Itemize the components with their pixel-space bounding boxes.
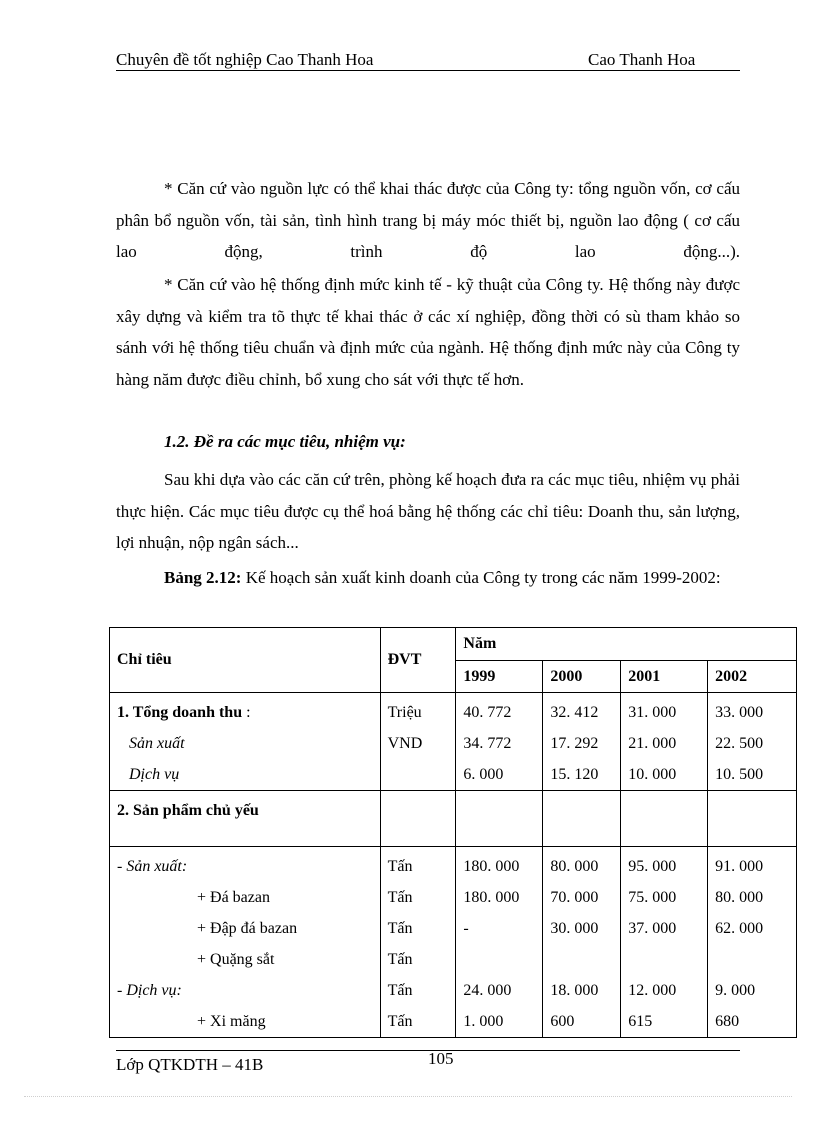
row-label: + Đá bazan: [197, 889, 270, 906]
value: 9. 000: [715, 982, 756, 999]
value-cell: [456, 693, 543, 791]
value: 91. 000: [715, 858, 764, 875]
value-cell: [708, 847, 797, 1038]
group-title: 2. Sản phẩm chủ yếu: [117, 802, 259, 819]
value: 180. 000: [463, 889, 520, 906]
paragraph-norms: * Căn cứ vào hệ thống định mức kinh tế - kỹ thuật của Công ty. Hệ thống này được xây dựng và kiểm tra tõ thực tế khai thác ở các xí nghiệp, đồng thời có sù tham khảo so sánh với hệ thống tiêu chuẩn và định mức của ngành. Hệ thống định mức này của Công ty hàng năm được điều chỉnh, bổ xung cho sát với thực tế hơn.: [116, 275, 740, 389]
value: 680: [715, 1013, 740, 1030]
unit-value: Tấn: [387, 889, 413, 906]
value: 15. 120: [550, 766, 599, 783]
value: [715, 944, 789, 975]
value: 18. 000: [550, 982, 599, 999]
value-cell: [708, 693, 797, 791]
table-caption-label: Bảng 2.12:: [164, 568, 242, 587]
paragraph-objectives: Sau khi dựa vào các căn cứ trên, phòng kế hoạch đưa ra các mục tiêu, nhiệm vụ phải thực hiện. Các mục tiêu được cụ thể hoá bằng hệ thống các chỉ tiêu: Doanh thu, sản lượng, lợi nhuận, nộp ngân sách...: [116, 470, 740, 552]
indicator-cell: [110, 847, 381, 1038]
header-year-group: Năm: [456, 628, 797, 661]
row-label: Sản xuất: [129, 735, 185, 752]
value-cell: [456, 847, 543, 1038]
header-year: 1999: [456, 661, 543, 693]
table-row: [110, 693, 797, 791]
value-cell: [543, 791, 621, 847]
value: 12. 000: [628, 982, 677, 999]
value-cell: [543, 847, 621, 1038]
value: 6. 000: [463, 766, 504, 783]
page-number: 105: [428, 1049, 454, 1068]
row-label: + Quặng sắt: [197, 951, 275, 968]
value: 615: [628, 1013, 653, 1030]
row-label: Dịch vụ: [129, 766, 180, 783]
group-title-suffix: :: [242, 704, 251, 721]
unit-cell: [380, 847, 456, 1038]
value: 600: [550, 1013, 575, 1030]
header-indicator: Chỉ tiêu: [110, 628, 381, 693]
value: 1. 000: [463, 1013, 504, 1030]
value: 10. 000: [628, 766, 677, 783]
row-label: + Đập đá bazan: [197, 920, 298, 937]
header-document-title: Chuyên đề tốt nghiệp Cao Thanh Hoa: [116, 50, 374, 69]
section-title: 1.2. Đề ra các mục tiêu, nhiệm vụ:: [164, 432, 406, 451]
value: 17. 292: [550, 735, 599, 752]
header-unit: ĐVT: [380, 628, 456, 693]
unit-cell: [380, 791, 456, 847]
paragraph-resources-text: * Căn cứ vào nguồn lực có thể khai thác được của Công ty: tổng nguồn vốn, cơ cấu phân bổ nguồn vốn, tài sản, tình hình trang bị máy móc thiết bị, nguồn lao động ( cơ cấu lao động, trình độ lao động...).: [116, 179, 740, 261]
row-label: - Dịch vụ:: [117, 982, 182, 999]
header-year: 2001: [621, 661, 708, 693]
header-year: 2000: [543, 661, 621, 693]
value: 31. 000: [628, 704, 677, 721]
value: [550, 944, 613, 975]
unit-value: VND: [387, 735, 423, 752]
row-label: - Sản xuất:: [117, 858, 188, 875]
header-year: 2002: [708, 661, 797, 693]
group-title: 1. Tổng doanh thu: [117, 704, 243, 721]
unit-value: Triệu: [387, 704, 422, 721]
value: 33. 000: [715, 704, 764, 721]
indicator-cell: [110, 791, 381, 847]
row-label: + Xi măng: [197, 1013, 266, 1030]
value-cell: [543, 693, 621, 791]
table-row: [110, 847, 797, 1038]
value: 80. 000: [715, 889, 764, 906]
table-header-row: [110, 628, 797, 661]
value: 180. 000: [463, 858, 520, 875]
value-cell: [621, 693, 708, 791]
unit-value: Tấn: [387, 858, 413, 875]
value: 37. 000: [628, 920, 677, 937]
page-edge-divider: [24, 1096, 792, 1097]
value: 70. 000: [550, 889, 599, 906]
unit-value: Tấn: [387, 951, 413, 968]
page-header: [116, 48, 740, 71]
value-cell: [456, 791, 543, 847]
value: [628, 944, 700, 975]
header-author: Cao Thanh Hoa: [588, 50, 696, 69]
value: 30. 000: [550, 920, 599, 937]
page-footer: [116, 1050, 740, 1077]
value: 21. 000: [628, 735, 677, 752]
table-caption-text: Kế hoạch sản xuất kinh doanh của Công ty trong các năm 1999-2002:: [241, 568, 721, 587]
unit-value: Tấn: [387, 1013, 413, 1030]
unit-cell: [380, 693, 456, 791]
value: 34. 772: [463, 735, 512, 752]
value: 95. 000: [628, 858, 677, 875]
value: -: [463, 920, 469, 937]
table-row: [110, 791, 797, 847]
value: 80. 000: [550, 858, 599, 875]
value: 10. 500: [715, 766, 764, 783]
business-plan-table: [109, 627, 797, 1038]
unit-value: Tấn: [387, 982, 413, 999]
value: 24. 000: [463, 982, 512, 999]
value-cell: [708, 791, 797, 847]
value-cell: [621, 791, 708, 847]
table-caption: [116, 562, 740, 593]
value: 22. 500: [715, 735, 764, 752]
value-cell: [621, 847, 708, 1038]
value: 62. 000: [715, 920, 764, 937]
value: 32. 412: [550, 704, 599, 721]
value: 40. 772: [463, 704, 512, 721]
footer-class: Lớp QTKDTH – 41B: [116, 1055, 264, 1074]
indicator-cell: [110, 693, 381, 791]
unit-value: Tấn: [387, 920, 413, 937]
value: [463, 944, 535, 975]
value: 75. 000: [628, 889, 677, 906]
